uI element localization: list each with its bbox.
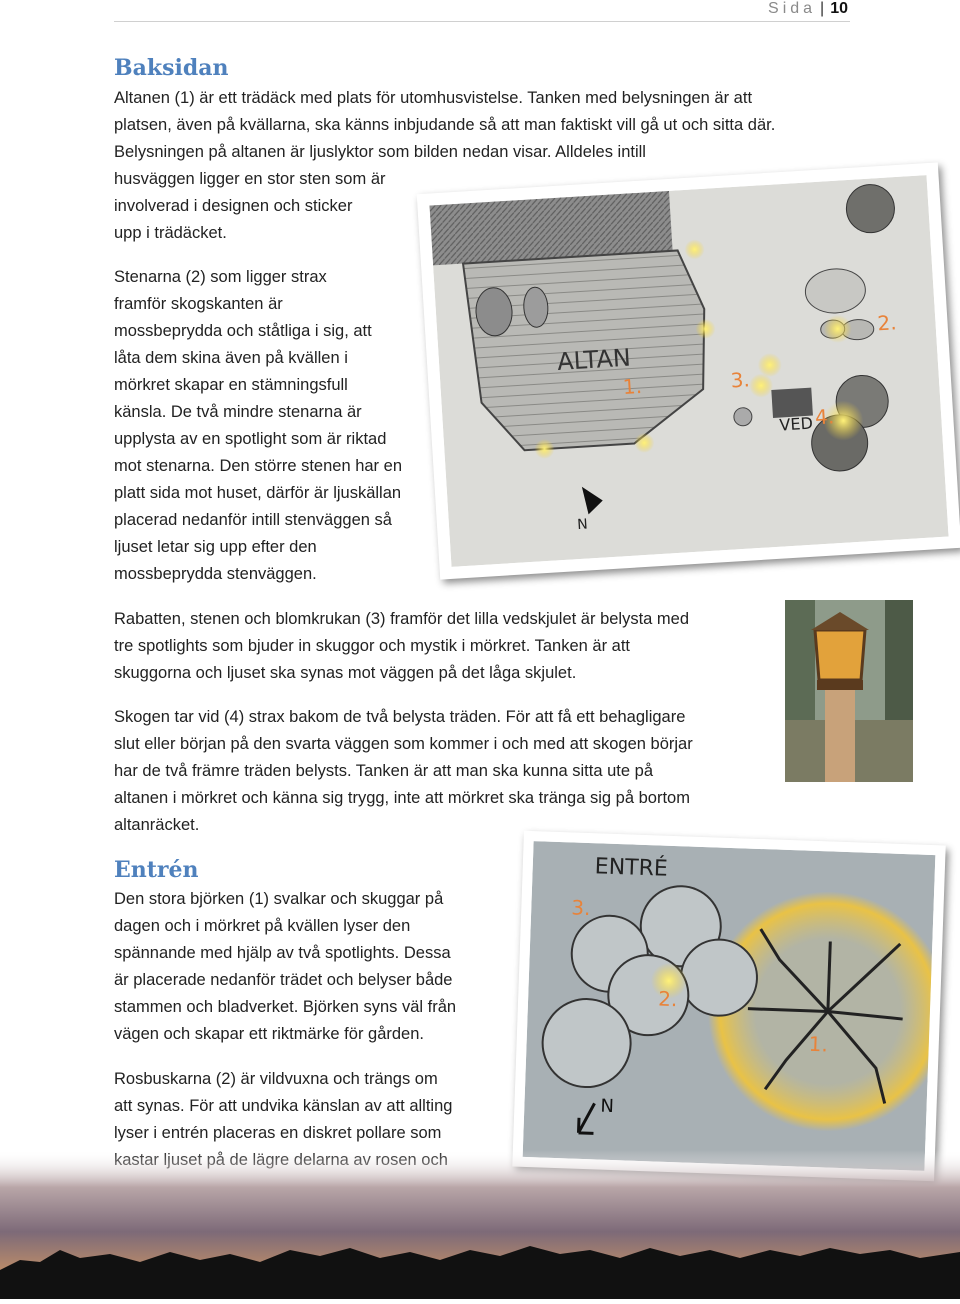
text-line: låta dem skina även på kvällen i <box>114 349 348 367</box>
text-line: lyser i entrén placeras en diskret pollare som <box>114 1124 442 1142</box>
text-line: involverad i designen och sticker <box>114 197 353 215</box>
text-line: Altanen (1) är ett trädäck med plats för utomhusvistelse. Tanken med belysningen är att <box>114 89 753 107</box>
ved-label: VED <box>778 413 814 435</box>
marker-2: 2. <box>876 310 898 336</box>
text-line: altanräcket. <box>114 816 200 834</box>
baksidan-paragraph-2 <box>114 264 402 588</box>
flowerbed-stone <box>733 407 752 426</box>
text-line: skuggorna och ljuset ska synas mot väggen på det låga skjulet. <box>114 664 577 682</box>
text-line: slut eller början på den svarta väggen som kommer i och med att skogen börjar <box>114 735 693 753</box>
text-line: känsla. De två mindre stenarna är <box>114 403 362 421</box>
text-line: Den stora björken (1) svalkar och skuggar på <box>114 890 444 908</box>
text-line: placerad nedanför intill stenväggen så <box>114 511 392 529</box>
text-line: Rosbuskarna (2) är vildvuxna och trängs om <box>114 1070 438 1088</box>
text-line: upplysta av en spotlight som är riktad <box>114 430 387 448</box>
text-line: mossbeprydda stenväggen. <box>114 565 317 583</box>
lamp-post <box>825 690 855 782</box>
baksidan-paragraph-4 <box>114 704 693 839</box>
header-rule <box>114 21 850 22</box>
text-line: ljuset letar sig upp efter den <box>114 538 317 556</box>
page-header <box>768 0 848 18</box>
baksidan-paragraph-3 <box>114 606 689 687</box>
text-line: mot stenarna. Den större stenen har en <box>114 457 402 475</box>
sunset-landscape <box>0 1150 960 1299</box>
entre-label: ENTRÉ <box>594 854 669 882</box>
altan-sketch-drawing <box>429 175 948 567</box>
text-line: dagen och i mörkret på kvällen lyser den <box>114 917 411 935</box>
marker-2: 2. <box>657 986 678 1012</box>
text-line: Skogen tar vid (4) strax bakom de två belysta träden. För att få ett behagligare <box>114 708 686 726</box>
marker-3: 3. <box>729 367 751 393</box>
text-line: platsen, även på kvällarna, ska känns inbjudande så att man faktiskt vill gå ut och sitta där. <box>114 116 776 134</box>
north-label: N <box>576 516 589 534</box>
text-line: Stenarna (2) som ligger strax <box>114 268 327 286</box>
text-line: husväggen ligger en stor sten som är <box>114 170 386 188</box>
entren-paragraph-1 <box>114 886 456 1048</box>
text-line: Belysningen på altanen är ljuslyktor som bilden nedan visar. Alldeles intill <box>114 143 646 161</box>
altan-label: ALTAN <box>556 343 632 377</box>
text-line: spännande med hjälp av två spotlights. Dessa <box>114 944 451 962</box>
north-label: N <box>600 1095 615 1118</box>
text-line: mossbeprydda och ståtliga i sig, att <box>114 322 372 340</box>
entre-sketch-drawing <box>523 841 936 1171</box>
text-line: stammen och bladverket. Björken syns väl från <box>114 998 457 1016</box>
text-line: vägen och skapar ett riktmärke för gården. <box>114 1025 424 1043</box>
marker-1: 1. <box>808 1031 829 1057</box>
text-line: upp i trädäcket. <box>114 224 227 242</box>
text-line: har de två främre träden belysts. Tanken är att man ska kunna sitta ute på <box>114 762 653 780</box>
text-line: mörkret skapar en stämningsfull <box>114 376 348 394</box>
text-line: är placerade nedanför trädet och belyser både <box>114 971 453 989</box>
marker-1: 1. <box>622 373 643 400</box>
text-line: platt sida mot huset, därför är ljuskällan <box>114 484 402 502</box>
page-number: 10 <box>830 0 848 17</box>
altan-sketch-photo <box>417 162 960 579</box>
text-line: framför skogskanten är <box>114 295 283 313</box>
text-line: altanen i mörkret och känna sig trygg, inte att mörkret ska tränga sig på bortom <box>114 789 690 807</box>
section-title-baksidan: Baksidan <box>114 55 229 81</box>
section-title-entren: Entrén <box>114 857 199 883</box>
header-label: Sida <box>768 0 817 17</box>
lantern-photo <box>785 600 913 782</box>
entre-sketch-photo <box>512 831 945 1182</box>
sunset-banner <box>0 1150 960 1299</box>
text-line: Rabatten, stenen och blomkrukan (3) framför det lilla vedskjulet är belysta med <box>114 610 690 628</box>
marker-3: 3. <box>570 895 591 921</box>
lantern-icon <box>815 630 865 680</box>
text-line: att synas. För att undvika känslan av att allting <box>114 1097 453 1115</box>
header-separator: | <box>820 0 825 17</box>
lantern-photo-drawing <box>785 600 913 782</box>
marker-4: 4. <box>814 404 835 430</box>
text-line: tre spotlights som bjuder in skuggor och mystik i mörkret. Tanken är att <box>114 637 630 655</box>
